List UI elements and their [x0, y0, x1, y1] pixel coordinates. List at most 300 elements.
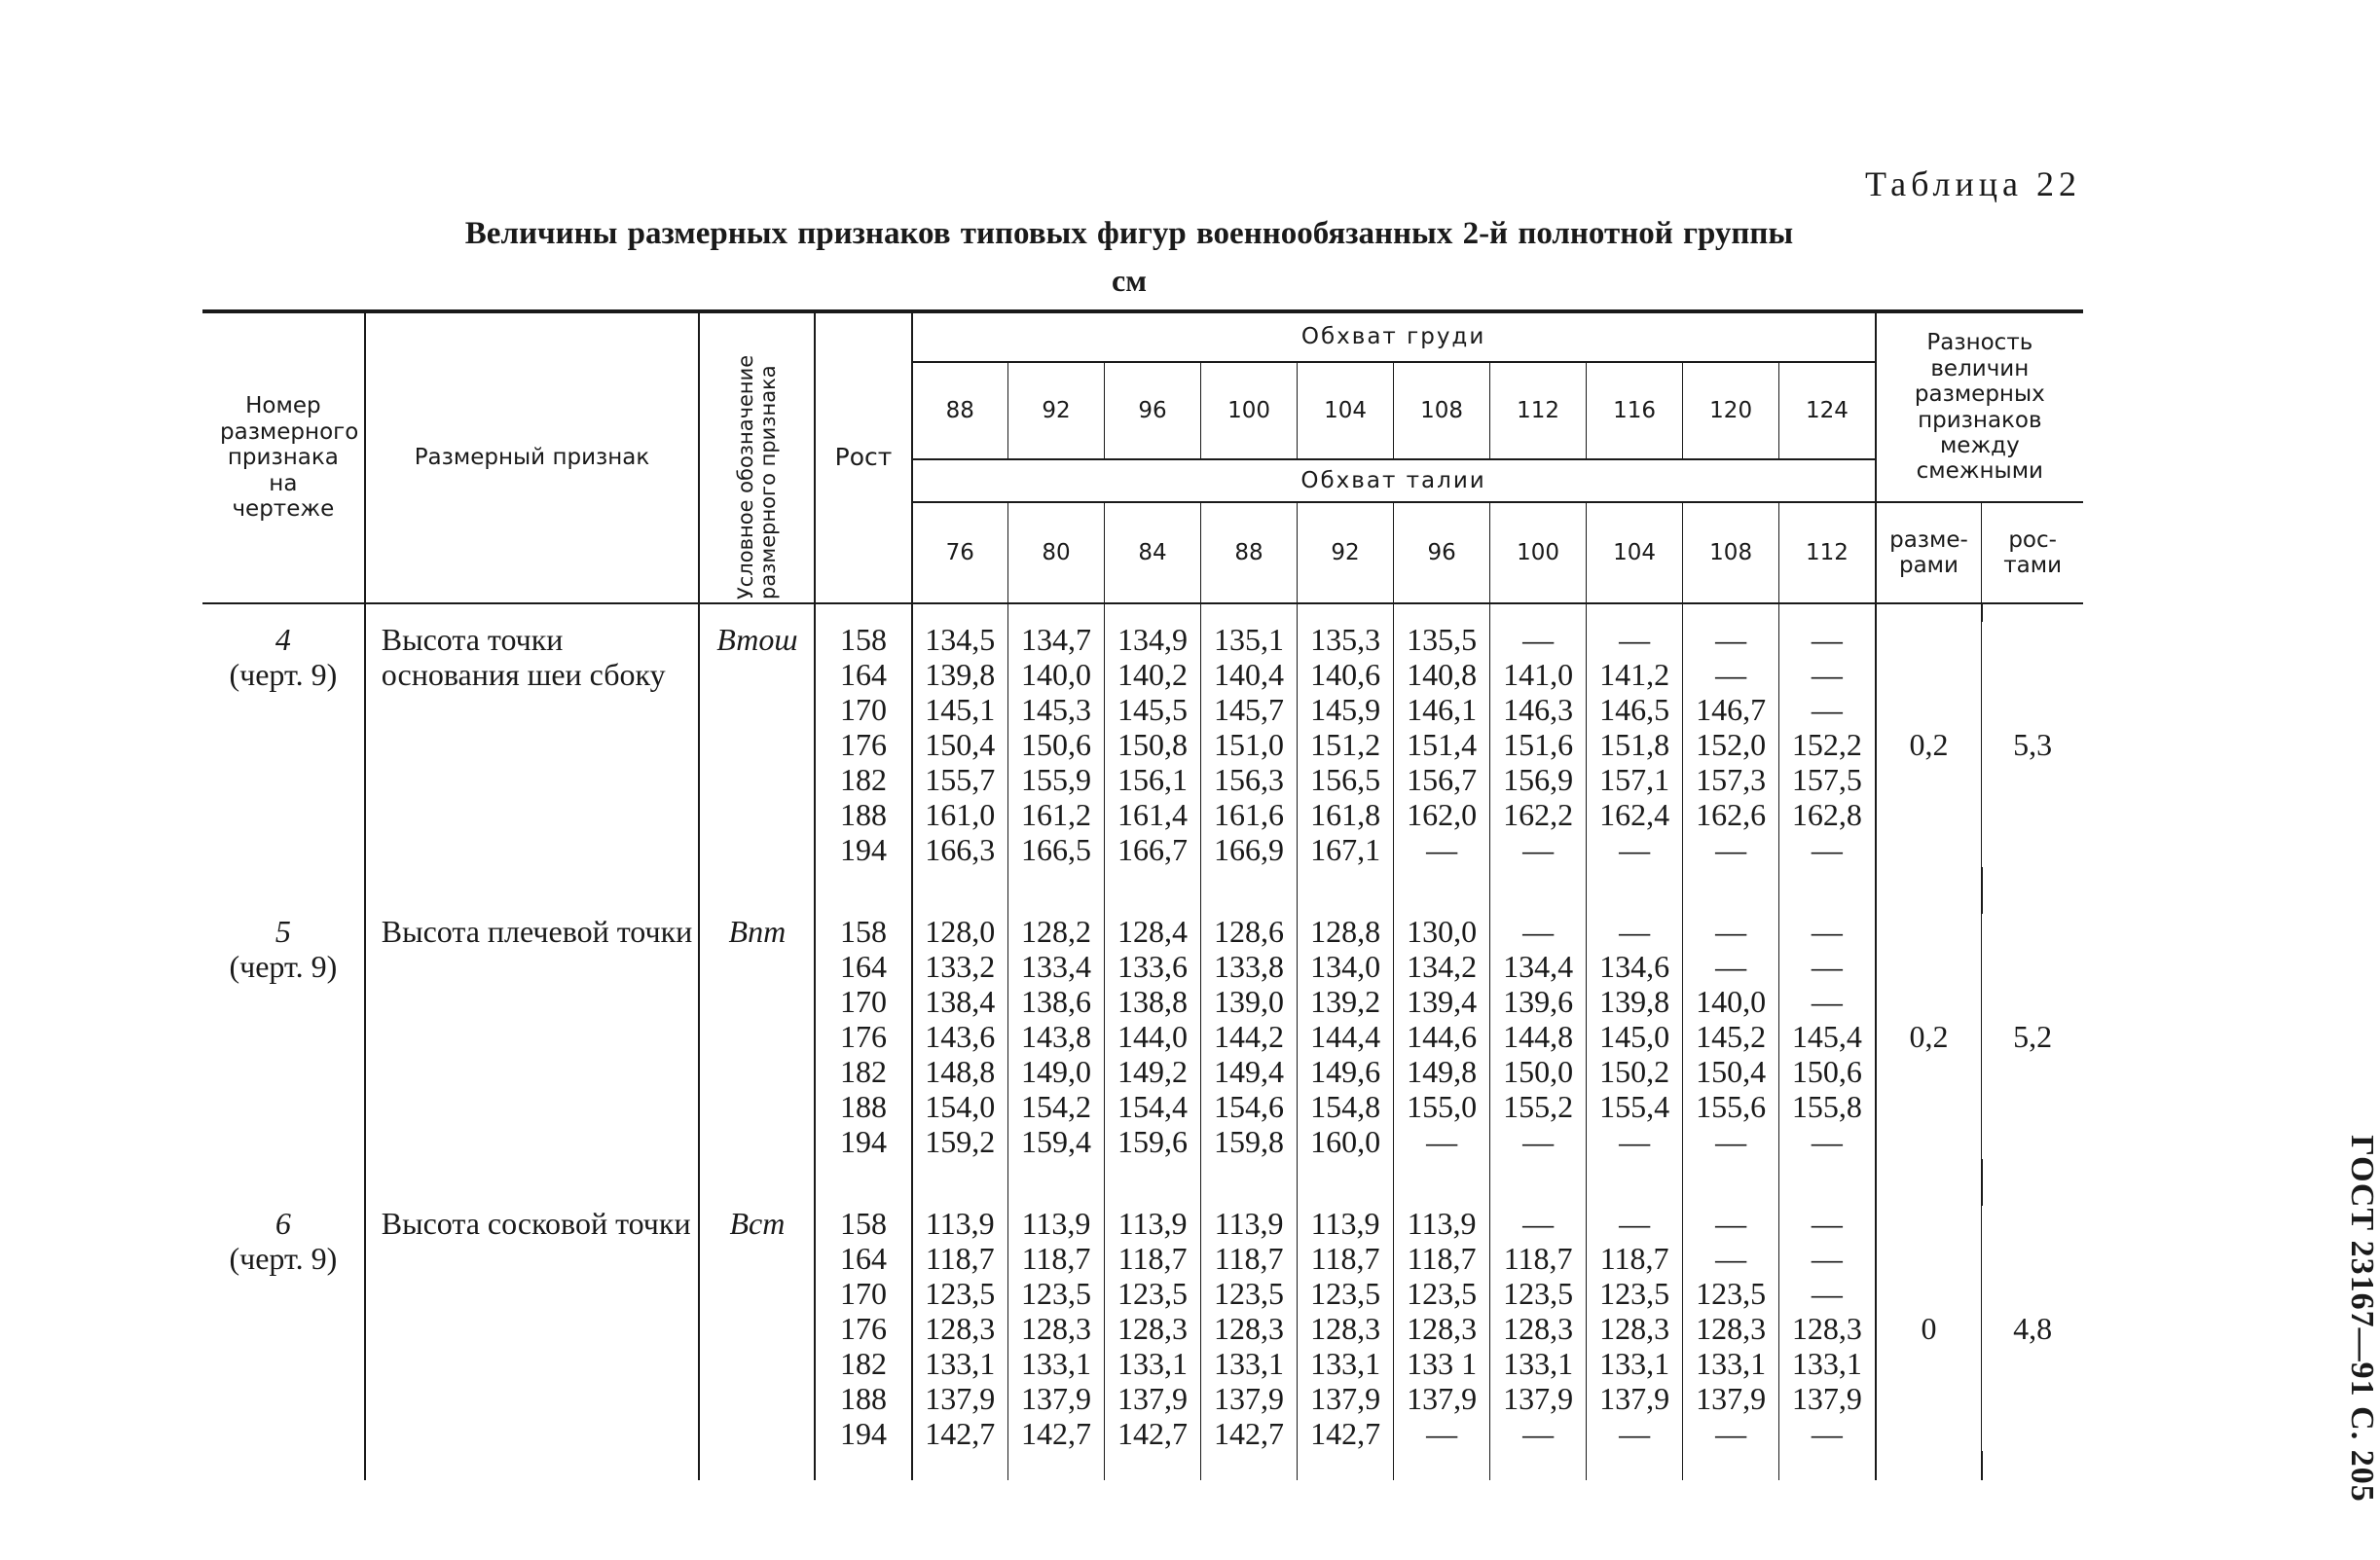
- measurement-value: 138,8: [1117, 984, 1189, 1019]
- feature-number: 4: [275, 622, 291, 657]
- measurement-value: —: [1715, 949, 1747, 984]
- measurement-value: 145,4: [1791, 1019, 1862, 1054]
- row-gap: [202, 1451, 2083, 1480]
- spacer-cell: [1490, 603, 1587, 622]
- measurement-value: 133,8: [1214, 949, 1285, 984]
- measurement-value: 149,8: [1407, 1054, 1478, 1089]
- spacer-cell: [1394, 867, 1490, 914]
- measurement-column: [1008, 914, 1105, 1159]
- spacer-cell: [1490, 1451, 1587, 1480]
- waist-value: 104: [1587, 502, 1683, 603]
- measurement-value: 151,4: [1407, 727, 1478, 762]
- measurement-value: 155,2: [1503, 1089, 1574, 1124]
- measurement-value: 133,6: [1117, 949, 1189, 984]
- feature-number-cell: [202, 622, 365, 867]
- diff-heights-value: 5,3: [2013, 726, 2053, 762]
- measurement-value: 146,5: [1599, 692, 1670, 727]
- measurement-column: [1298, 622, 1394, 867]
- spacer-cell: [1683, 867, 1779, 914]
- measurement-value: 140,0: [1021, 657, 1092, 692]
- measurement-value: 142,7: [1214, 1416, 1285, 1451]
- measurement-value: 156,3: [1214, 762, 1285, 797]
- measurement-value: 133,1: [1117, 1346, 1189, 1381]
- height-value: 164: [839, 949, 887, 984]
- spacer-cell: [912, 603, 1008, 622]
- spacer-cell: [1876, 1451, 1982, 1480]
- measurement-value: 123,5: [925, 1276, 996, 1311]
- spacer-cell: [815, 1451, 911, 1480]
- height-value: 164: [839, 1241, 887, 1276]
- header-chest-girth: Обхват груди: [912, 311, 1876, 362]
- measurement-value: 151,0: [1214, 727, 1285, 762]
- measurement-column: [1105, 1206, 1201, 1451]
- measurement-value: 123,5: [1599, 1276, 1670, 1311]
- height-value: 194: [839, 1416, 887, 1451]
- measurement-value: 156,9: [1503, 762, 1574, 797]
- measurement-value: 154,6: [1214, 1089, 1285, 1124]
- measurement-value: 137,9: [1696, 1381, 1767, 1416]
- table-row: [202, 622, 2083, 867]
- spacer-cell: [1982, 603, 2083, 622]
- measurement-value: —: [1811, 949, 1843, 984]
- spacer-cell: [1490, 1159, 1587, 1206]
- measurement-value: 128,3: [1503, 1311, 1574, 1346]
- diff-heights-value: 5,2: [2013, 1018, 2053, 1054]
- spacer-cell: [1394, 1159, 1490, 1206]
- measurement-value: 140,8: [1407, 657, 1478, 692]
- spacer-cell: [912, 867, 1008, 914]
- measurement-value: 128,3: [1117, 1311, 1189, 1346]
- measurement-value: 145,1: [925, 692, 996, 727]
- measurement-value: 139,8: [925, 657, 996, 692]
- measurement-value: 154,2: [1021, 1089, 1092, 1124]
- measurement-value: —: [1811, 1124, 1843, 1159]
- spacer-cell: [1587, 1451, 1683, 1480]
- measurement-column: [1394, 622, 1490, 867]
- measurement-column: [1201, 622, 1298, 867]
- measurement-value: 118,7: [1310, 1241, 1380, 1276]
- measurement-value: 128,3: [1310, 1311, 1381, 1346]
- measurement-value: 142,7: [925, 1416, 996, 1451]
- measurement-value: —: [1715, 914, 1747, 949]
- measurement-value: 145,2: [1696, 1019, 1767, 1054]
- measurement-value: 118,7: [1599, 1241, 1669, 1276]
- measurement-column: [1394, 1206, 1490, 1451]
- measurement-value: —: [1522, 914, 1555, 949]
- measurement-value: 145,3: [1021, 692, 1092, 727]
- measurement-value: 139,4: [1407, 984, 1478, 1019]
- table-label: Таблица 22: [1865, 164, 2081, 203]
- measurement-value: 113,9: [1117, 1206, 1188, 1241]
- spacer-cell: [1587, 603, 1683, 622]
- height-value: 194: [839, 1124, 887, 1159]
- measurement-value: 113,9: [925, 1206, 995, 1241]
- measurement-value: 145,7: [1214, 692, 1285, 727]
- measurement-column: [1394, 914, 1490, 1159]
- measurement-value: 157,5: [1791, 762, 1862, 797]
- measurement-value: 150,6: [1021, 727, 1092, 762]
- measurement-column: [1490, 1206, 1587, 1451]
- spacer-cell: [1201, 1451, 1298, 1480]
- measurement-value: 128,2: [1021, 914, 1092, 949]
- measurement-value: 123,5: [1503, 1276, 1574, 1311]
- header-symbol-col: [699, 311, 815, 603]
- spacer-cell: [815, 603, 911, 622]
- measurement-value: 113,9: [1310, 1206, 1380, 1241]
- measurement-value: 133,1: [1214, 1346, 1285, 1381]
- measurement-value: —: [1811, 1416, 1843, 1451]
- height-value: 170: [839, 984, 887, 1019]
- measurement-value: 118,7: [1503, 1241, 1573, 1276]
- feature-number: 6: [275, 1206, 291, 1241]
- spacer-cell: [202, 867, 365, 914]
- spacer-cell: [1394, 603, 1490, 622]
- measurement-value: —: [1715, 1124, 1747, 1159]
- measurement-value: 118,7: [1407, 1241, 1477, 1276]
- spacer-cell: [1201, 603, 1298, 622]
- spacer-cell: [202, 603, 365, 622]
- measurement-value: 141,2: [1599, 657, 1670, 692]
- measurement-value: 137,9: [1021, 1381, 1092, 1416]
- measurement-value: —: [1715, 657, 1747, 692]
- measurement-value: 130,0: [1407, 914, 1478, 949]
- measurement-value: —: [1811, 1241, 1843, 1276]
- measurement-value: 135,1: [1214, 622, 1285, 657]
- measurement-value: 133,1: [1503, 1346, 1574, 1381]
- height-value: 188: [839, 1381, 887, 1416]
- measurement-value: 159,8: [1214, 1124, 1285, 1159]
- measurement-value: 161,2: [1021, 797, 1092, 832]
- measurement-value: 134,0: [1310, 949, 1381, 984]
- measurement-value: 137,9: [925, 1381, 996, 1416]
- diff-heights-value: 4,8: [2013, 1310, 2053, 1346]
- spacer-cell: [1298, 867, 1394, 914]
- measurement-value: 138,6: [1021, 984, 1092, 1019]
- measurement-value: 137,9: [1117, 1381, 1189, 1416]
- spacer-cell: [699, 1159, 815, 1206]
- chest-value: 92: [1008, 362, 1105, 459]
- measurement-value: 155,6: [1696, 1089, 1767, 1124]
- measurement-value: 113,9: [1214, 1206, 1284, 1241]
- feature-number: 5: [275, 914, 291, 949]
- measurement-value: 142,7: [1021, 1416, 1092, 1451]
- measurement-value: 128,3: [1214, 1311, 1285, 1346]
- measurement-value: 134,9: [1117, 622, 1189, 657]
- spacer-cell: [1008, 867, 1105, 914]
- measurement-value: 139,8: [1599, 984, 1670, 1019]
- spacer-cell: [1876, 1159, 1982, 1206]
- height-value: 188: [839, 797, 887, 832]
- spacer-cell: [1779, 1159, 1876, 1206]
- measurement-value: 123,5: [1696, 1276, 1767, 1311]
- measurement-value: 161,6: [1214, 797, 1285, 832]
- measurement-column: [1587, 622, 1683, 867]
- measurement-value: —: [1811, 832, 1843, 867]
- measurement-value: 159,4: [1021, 1124, 1092, 1159]
- waist-value: 80: [1008, 502, 1105, 603]
- spacer-cell: [699, 1451, 815, 1480]
- height-value: 182: [839, 1346, 887, 1381]
- waist-value: 112: [1779, 502, 1876, 603]
- height-value: 176: [839, 1311, 887, 1346]
- measurement-value: —: [1619, 1416, 1651, 1451]
- diff-sizes-value: 0,2: [1876, 914, 1982, 1159]
- measurement-value: 160,0: [1310, 1124, 1381, 1159]
- measurement-value: 123,5: [1310, 1276, 1381, 1311]
- feature-symbol: Втош: [699, 622, 815, 867]
- measurement-value: 145,9: [1310, 692, 1381, 727]
- side-page-reference: ГОСТ 23167—91 С. 205: [2344, 1135, 2380, 1503]
- measurement-value: 133,2: [925, 949, 996, 984]
- spacer-cell: [1779, 1451, 1876, 1480]
- spacer-cell: [1779, 867, 1876, 914]
- measurement-value: 150,0: [1503, 1054, 1574, 1089]
- spacer-cell: [912, 1159, 1008, 1206]
- measurement-value: 155,7: [925, 762, 996, 797]
- spacer-cell: [1201, 1159, 1298, 1206]
- header-diff-heights: рос-тами: [1982, 502, 2083, 603]
- measurement-value: 118,7: [925, 1241, 995, 1276]
- measurement-value: 146,1: [1407, 692, 1478, 727]
- drawing-reference: (черт. 9): [229, 657, 338, 692]
- spacer-cell: [1298, 1451, 1394, 1480]
- feature-name: Высота сосковой точки: [365, 1206, 700, 1451]
- spacer-cell: [1298, 1159, 1394, 1206]
- chest-value: 96: [1105, 362, 1201, 459]
- measurement-value: 152,0: [1696, 727, 1767, 762]
- table-body: [202, 603, 2083, 1480]
- measurement-value: 155,4: [1599, 1089, 1670, 1124]
- height-values: [815, 1206, 911, 1451]
- spacer-cell: [202, 1451, 365, 1480]
- measurement-column: [1298, 914, 1394, 1159]
- height-value: 164: [839, 657, 887, 692]
- spacer-cell: [815, 1159, 911, 1206]
- measurement-value: 134,4: [1503, 949, 1574, 984]
- measurement-column: [912, 1206, 1008, 1451]
- measurement-value: 157,3: [1696, 762, 1767, 797]
- feature-name: Высота точки основания шеи сбоку: [365, 622, 700, 867]
- measurement-value: 134,7: [1021, 622, 1092, 657]
- drawing-reference: (черт. 9): [229, 1241, 338, 1276]
- height-value: 182: [839, 762, 887, 797]
- measurement-value: 151,2: [1310, 727, 1381, 762]
- measurement-value: 141,0: [1503, 657, 1574, 692]
- measurement-column: [1683, 622, 1779, 867]
- measurement-value: 154,8: [1310, 1089, 1381, 1124]
- header-diff-sizes: разме-рами: [1876, 502, 1982, 603]
- feature-symbol: Впт: [699, 914, 815, 1159]
- measurement-value: 128,6: [1214, 914, 1285, 949]
- chest-value: 100: [1201, 362, 1298, 459]
- spacer-cell: [1876, 867, 1982, 914]
- measurement-value: 142,7: [1310, 1416, 1381, 1451]
- measurement-value: 133,1: [1599, 1346, 1670, 1381]
- measurement-value: 128,3: [1021, 1311, 1092, 1346]
- table-unit: см: [1112, 263, 1147, 298]
- measurement-value: 135,5: [1407, 622, 1478, 657]
- measurement-value: 133,1: [1791, 1346, 1862, 1381]
- height-value: 176: [839, 1019, 887, 1054]
- height-values: [815, 622, 911, 867]
- measurement-value: 142,7: [1117, 1416, 1189, 1451]
- measurement-value: —: [1715, 1206, 1747, 1241]
- header-number-col: Номер размерного признака на чертеже: [202, 311, 365, 603]
- measurement-value: 137,9: [1214, 1381, 1285, 1416]
- measurement-value: 137,9: [1503, 1381, 1574, 1416]
- measurement-value: 133,4: [1021, 949, 1092, 984]
- measurement-column: [1779, 1206, 1876, 1451]
- measurement-value: 155,8: [1791, 1089, 1862, 1124]
- spacer-cell: [365, 867, 700, 914]
- feature-number-cell: [202, 1206, 365, 1451]
- spacer-cell: [1982, 1159, 2083, 1206]
- measurement-column: [912, 622, 1008, 867]
- measurement-value: 140,4: [1214, 657, 1285, 692]
- measurement-value: —: [1811, 914, 1843, 949]
- height-value: 176: [839, 727, 887, 762]
- height-value: 158: [839, 1206, 887, 1241]
- measurement-value: 137,9: [1407, 1381, 1478, 1416]
- measurement-value: 134,6: [1599, 949, 1670, 984]
- measurement-value: 133 1: [1407, 1346, 1478, 1381]
- measurement-value: 150,2: [1599, 1054, 1670, 1089]
- feature-name: Высота плечевой точки: [365, 914, 700, 1159]
- measurement-value: 128,3: [1599, 1311, 1670, 1346]
- height-value: 170: [839, 1276, 887, 1311]
- measurement-value: 146,3: [1503, 692, 1574, 727]
- measurement-value: 161,4: [1117, 797, 1189, 832]
- measurement-value: 156,5: [1310, 762, 1381, 797]
- measurement-value: 145,5: [1117, 692, 1189, 727]
- spacer-cell: [1105, 867, 1201, 914]
- spacer-cell: [1105, 1451, 1201, 1480]
- spacer-cell: [815, 867, 911, 914]
- height-value: 182: [839, 1054, 887, 1089]
- measurement-value: —: [1619, 1124, 1651, 1159]
- measurement-value: 149,0: [1021, 1054, 1092, 1089]
- spacer-cell: [699, 603, 815, 622]
- measurement-value: 144,6: [1407, 1019, 1478, 1054]
- waist-value: 76: [912, 502, 1008, 603]
- measurement-value: 159,2: [925, 1124, 996, 1159]
- measurement-value: —: [1522, 1124, 1555, 1159]
- measurement-value: 144,2: [1214, 1019, 1285, 1054]
- measurement-value: 128,0: [925, 914, 996, 949]
- measurement-value: 133,1: [1021, 1346, 1092, 1381]
- measurement-column: [1201, 1206, 1298, 1451]
- chest-value: 124: [1779, 362, 1876, 459]
- spacer-cell: [1298, 603, 1394, 622]
- spacer-cell: [365, 1451, 700, 1480]
- measurement-value: 123,5: [1117, 1276, 1189, 1311]
- measurement-value: —: [1522, 1206, 1555, 1241]
- measurement-value: 145,0: [1599, 1019, 1670, 1054]
- spacer-cell: [1779, 603, 1876, 622]
- measurement-value: —: [1811, 622, 1843, 657]
- measurement-value: —: [1522, 1416, 1555, 1451]
- measurement-value: 140,2: [1117, 657, 1189, 692]
- measurement-value: 150,4: [1696, 1054, 1767, 1089]
- measurement-value: 166,9: [1214, 832, 1285, 867]
- measurement-column: [1587, 1206, 1683, 1451]
- measurement-value: 162,0: [1407, 797, 1478, 832]
- spacer-cell: [1008, 1159, 1105, 1206]
- measurement-value: —: [1715, 832, 1747, 867]
- measurement-column: [1008, 1206, 1105, 1451]
- diff-sizes-value: 0: [1876, 1206, 1982, 1451]
- measurement-value: 162,6: [1696, 797, 1767, 832]
- measurement-value: —: [1522, 832, 1555, 867]
- header-waist-girth: Обхват талии: [912, 459, 1876, 502]
- measurement-value: 150,4: [925, 727, 996, 762]
- measurement-value: 156,1: [1117, 762, 1189, 797]
- measurement-value: 137,9: [1791, 1381, 1862, 1416]
- spacer-cell: [1587, 1159, 1683, 1206]
- measurement-value: —: [1811, 1276, 1843, 1311]
- header-difference: Разность величин размерных признаков между смежными: [1876, 311, 2083, 502]
- measurement-value: 128,3: [1791, 1311, 1862, 1346]
- waist-value: 96: [1394, 502, 1490, 603]
- spacer-cell: [1587, 867, 1683, 914]
- table-row: [202, 914, 2083, 1159]
- measurement-value: —: [1619, 914, 1651, 949]
- measurement-value: 134,5: [925, 622, 996, 657]
- measurement-value: 166,7: [1117, 832, 1189, 867]
- measurement-column: [1105, 622, 1201, 867]
- measurement-value: 139,2: [1310, 984, 1381, 1019]
- height-value: 194: [839, 832, 887, 867]
- measurement-value: 133,1: [925, 1346, 996, 1381]
- measurement-value: —: [1715, 1416, 1747, 1451]
- measurement-value: 138,4: [925, 984, 996, 1019]
- measurement-value: 167,1: [1310, 832, 1381, 867]
- measurement-value: 166,5: [1021, 832, 1092, 867]
- measurement-column: [1201, 914, 1298, 1159]
- measurement-column: [1683, 1206, 1779, 1451]
- measurement-value: —: [1811, 1206, 1843, 1241]
- height-value: 158: [839, 914, 887, 949]
- chest-value: 88: [912, 362, 1008, 459]
- measurement-value: 143,6: [925, 1019, 996, 1054]
- measurement-value: 123,5: [1407, 1276, 1478, 1311]
- measurement-column: [1490, 622, 1587, 867]
- measurement-value: 113,9: [1407, 1206, 1477, 1241]
- measurement-value: —: [1811, 984, 1843, 1019]
- measurement-value: 140,6: [1310, 657, 1381, 692]
- measurement-value: —: [1426, 1416, 1458, 1451]
- height-value: 188: [839, 1089, 887, 1124]
- measurement-value: 149,2: [1117, 1054, 1189, 1089]
- measurement-value: 146,7: [1696, 692, 1767, 727]
- spacer-cell: [1982, 867, 2083, 914]
- measurement-value: 144,0: [1117, 1019, 1189, 1054]
- measurement-value: 151,6: [1503, 727, 1574, 762]
- measurement-value: 137,9: [1310, 1381, 1381, 1416]
- measurement-value: 118,7: [1214, 1241, 1284, 1276]
- waist-value: 92: [1298, 502, 1394, 603]
- spacer-cell: [1982, 1451, 2083, 1480]
- measurement-column: [1683, 914, 1779, 1159]
- header-feature-col: Размерный признак: [365, 311, 700, 603]
- measurement-value: 149,6: [1310, 1054, 1381, 1089]
- measurement-value: 152,2: [1791, 727, 1862, 762]
- measurement-value: 128,3: [1407, 1311, 1478, 1346]
- measurement-value: 143,8: [1021, 1019, 1092, 1054]
- measurement-value: 154,4: [1117, 1089, 1189, 1124]
- measurement-column: [1008, 622, 1105, 867]
- measurement-value: 155,9: [1021, 762, 1092, 797]
